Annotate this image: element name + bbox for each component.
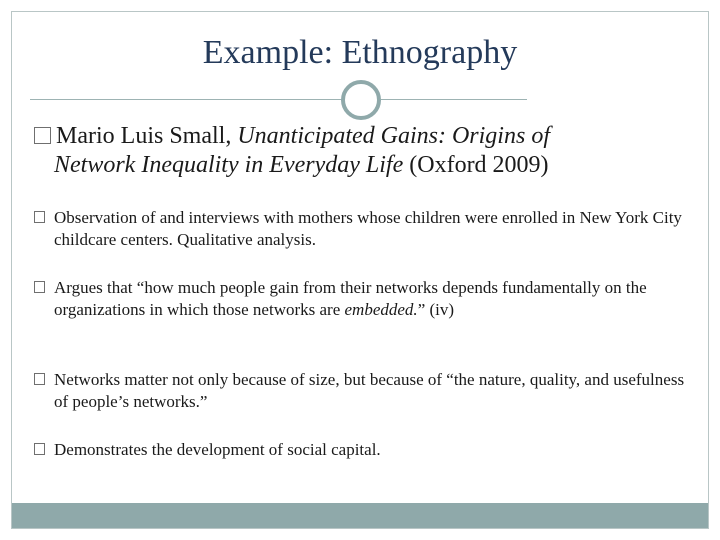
bullet-square-icon <box>34 127 51 144</box>
sub-bullet-text-a: Argues that “how much people gain from their networks depends fundamentally on the organizations in which those networks are <box>54 278 647 319</box>
bullet-square-icon <box>34 281 45 293</box>
main-bullet-publisher: (Oxford 2009) <box>403 152 549 178</box>
bullet-square-icon <box>34 211 45 223</box>
sub-bullet-2 <box>34 277 694 321</box>
sub-bullet-3 <box>34 369 694 413</box>
bullet-square-icon <box>34 373 45 385</box>
sub-bullet-4 <box>34 439 694 461</box>
main-bullet-author: Mario Luis Small, <box>56 123 238 149</box>
title-divider-right <box>381 99 527 100</box>
bullet-square-icon <box>34 443 45 455</box>
sub-bullet-text: Observation of and interviews with mothers whose children were enrolled in New York City childcare centers. Qualitative analysis. <box>54 208 682 249</box>
main-bullet <box>34 122 694 180</box>
divider-ring-icon <box>341 80 381 120</box>
sub-bullet-text: Networks matter not only because of size, but because of “the nature, quality, and usefulness of people’s networks.” <box>54 370 685 411</box>
slide-title: Example: Ethnography <box>202 34 518 71</box>
footer-bar <box>12 503 708 528</box>
sub-bullet-text: Demonstrates the development of social capital. <box>54 440 381 459</box>
title-divider-left <box>30 99 343 100</box>
main-bullet-book-title-1: Unanticipated Gains: Origins of <box>237 123 550 149</box>
sub-bullet-text-emphasis: embedded. <box>344 300 418 319</box>
sub-bullet-text-b: ” (iv) <box>417 300 455 319</box>
sub-bullet-1 <box>34 207 694 251</box>
main-bullet-book-title-2: Network Inequality in Everyday Life <box>54 152 404 178</box>
sub-bullet-text <box>54 277 694 321</box>
